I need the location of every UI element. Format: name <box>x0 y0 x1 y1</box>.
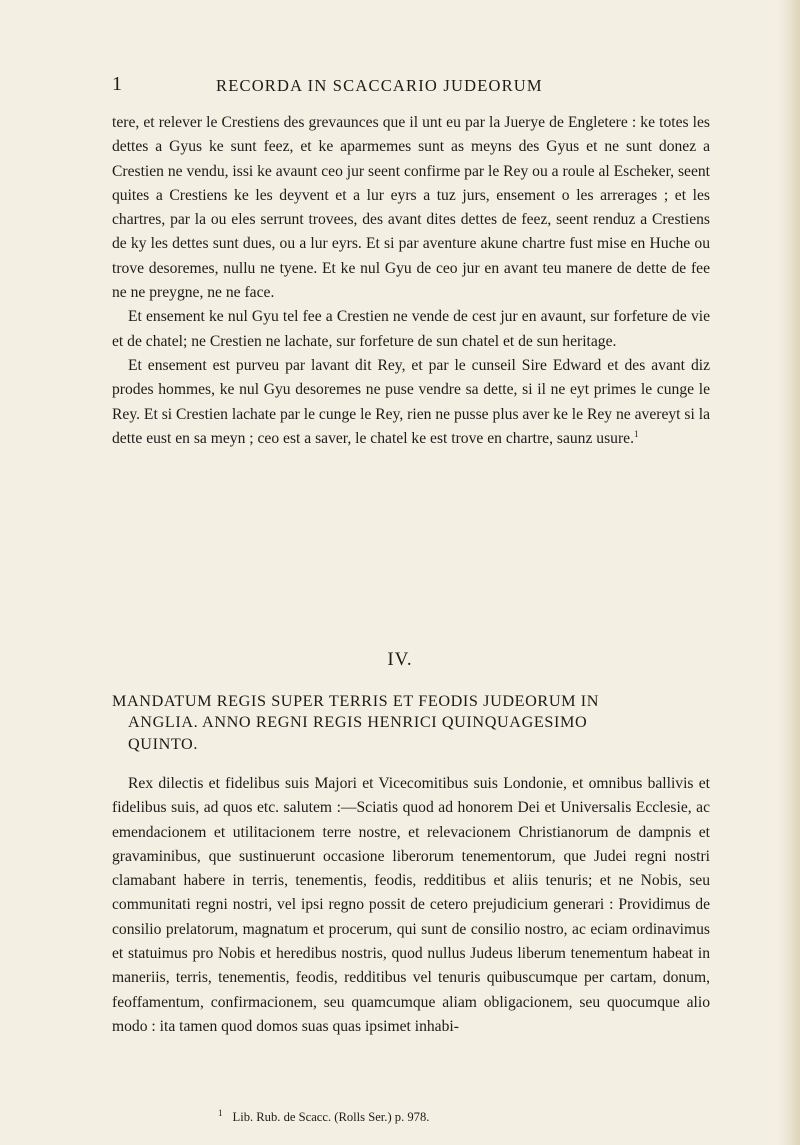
section-number: IV. <box>387 649 413 670</box>
section-heading-line: ANGLIA. ANNO REGNI REGIS HENRICI QUINQUAGESIMO <box>128 713 588 732</box>
page-number: 1 <box>112 73 122 95</box>
footnote-marker: 1 <box>218 1108 223 1118</box>
footnote-reference[interactable]: 1 <box>633 428 639 439</box>
section-heading-line: MANDATUM REGIS SUPER TERRIS ET FEODIS JUDEORUM IN <box>112 692 600 710</box>
running-head: RECORDA IN SCACCARIO JUDEORUM <box>216 76 543 95</box>
body-text-bottom <box>112 772 710 1039</box>
body-text-top <box>112 111 710 451</box>
paragraph: Et ensement ke nul Gyu tel fee a Crestien ne vende de cest jur en avaunt, sur forfeture de vie et de chatel; ne Crestien ne lachate, sur forfeture de sun chatel et de sun heritage. <box>112 308 710 350</box>
paragraph-text: Et ensement est purveu par lavant dit Rey, et par le cunseil Sire Edward et des avant diz prodes hommes, ke nul Gyu desoremes ne puse vendre sa dette, si il ne eyt primes le cunge le Rey. Et si Crestien lachate par le cunge le Rey, rien ne pusse plus aver ke le Rey ne avereyt si la dette eust en sa meyn ; ceo est a saver, le chatel ke est trove en chartre, saunz usure. <box>112 356 710 447</box>
section-heading <box>112 691 710 755</box>
paragraph: tere, et relever le Crestiens des grevaunces que il unt eu par la Juerye de Engletere : ke totes les dettes a Gyus ke sunt feez, et ke aparmemes sunt as meyns des Gyus et ne sunt donez a Crestien ne vendu, issi ke avaunt ceo jur seent confirme par le Rey ou a roule al Escheker, seent quites a Crestiens ke les deyvent et a lur eyrs a tuz jurs, ensement o les arrerages ; et les chartres, par la ou eles serrunt trovees, des avant dites dettes de feez, seent renduz a Crestiens de ky les dettes sunt dues, ou a lur eyrs. Et si par aventure akune chartre fust mise en Huche ou trove desoremes, nullu ne tyene. Et ke nul Gyu de ceo jur en avant teu manere de dette de fee ne ne preygne, ne ne face. <box>112 114 710 302</box>
section-heading-line: QUINTO. <box>128 734 198 753</box>
paragraph <box>112 354 710 451</box>
footnote-text: Lib. Rub. de Scacc. (Rolls Ser.) p. 978. <box>232 1110 430 1125</box>
page-edge-shadow <box>778 0 800 1145</box>
paragraph: Rex dilectis et fidelibus suis Majori et Vicecomitibus suis Londonie, et omnibus ballivis et fidelibus suis, ad quos etc. salutem :—Sciatis quod ad honorem Dei et Universalis Ecclesie, ac emendacionem et utilitacionem terre nostre, et relevacionem Christianorum de dampnis et gravaminibus, que sustinuerunt occasione liberorum tenementorum, que Judei regni nostri clamabant habere in terris, tenementis, feodis, redditibus et aliis tenuris; et ne Nobis, seu communitati regni nostri, vel ipsi regno possit de cetero prejudicium generari : Providimus de consilio prelatorum, magnatum et procerum, qui sunt de consilio nostro, ac eciam ordinavimus et statuimus pro Nobis et heredibus nostris, quod nullus Judeus liberum tenementum habeat in maneriis, terris, tenementis, feodis, redditibus vel tenuris quibuscumque per cartam, donum, feoffamentum, confirmacionem, seu quamcumque aliam obligacionem, seu quocumque alio modo : ita tamen quod domos suas quas ipsimet inhabi- <box>112 775 710 1035</box>
footnote <box>218 1105 429 1125</box>
